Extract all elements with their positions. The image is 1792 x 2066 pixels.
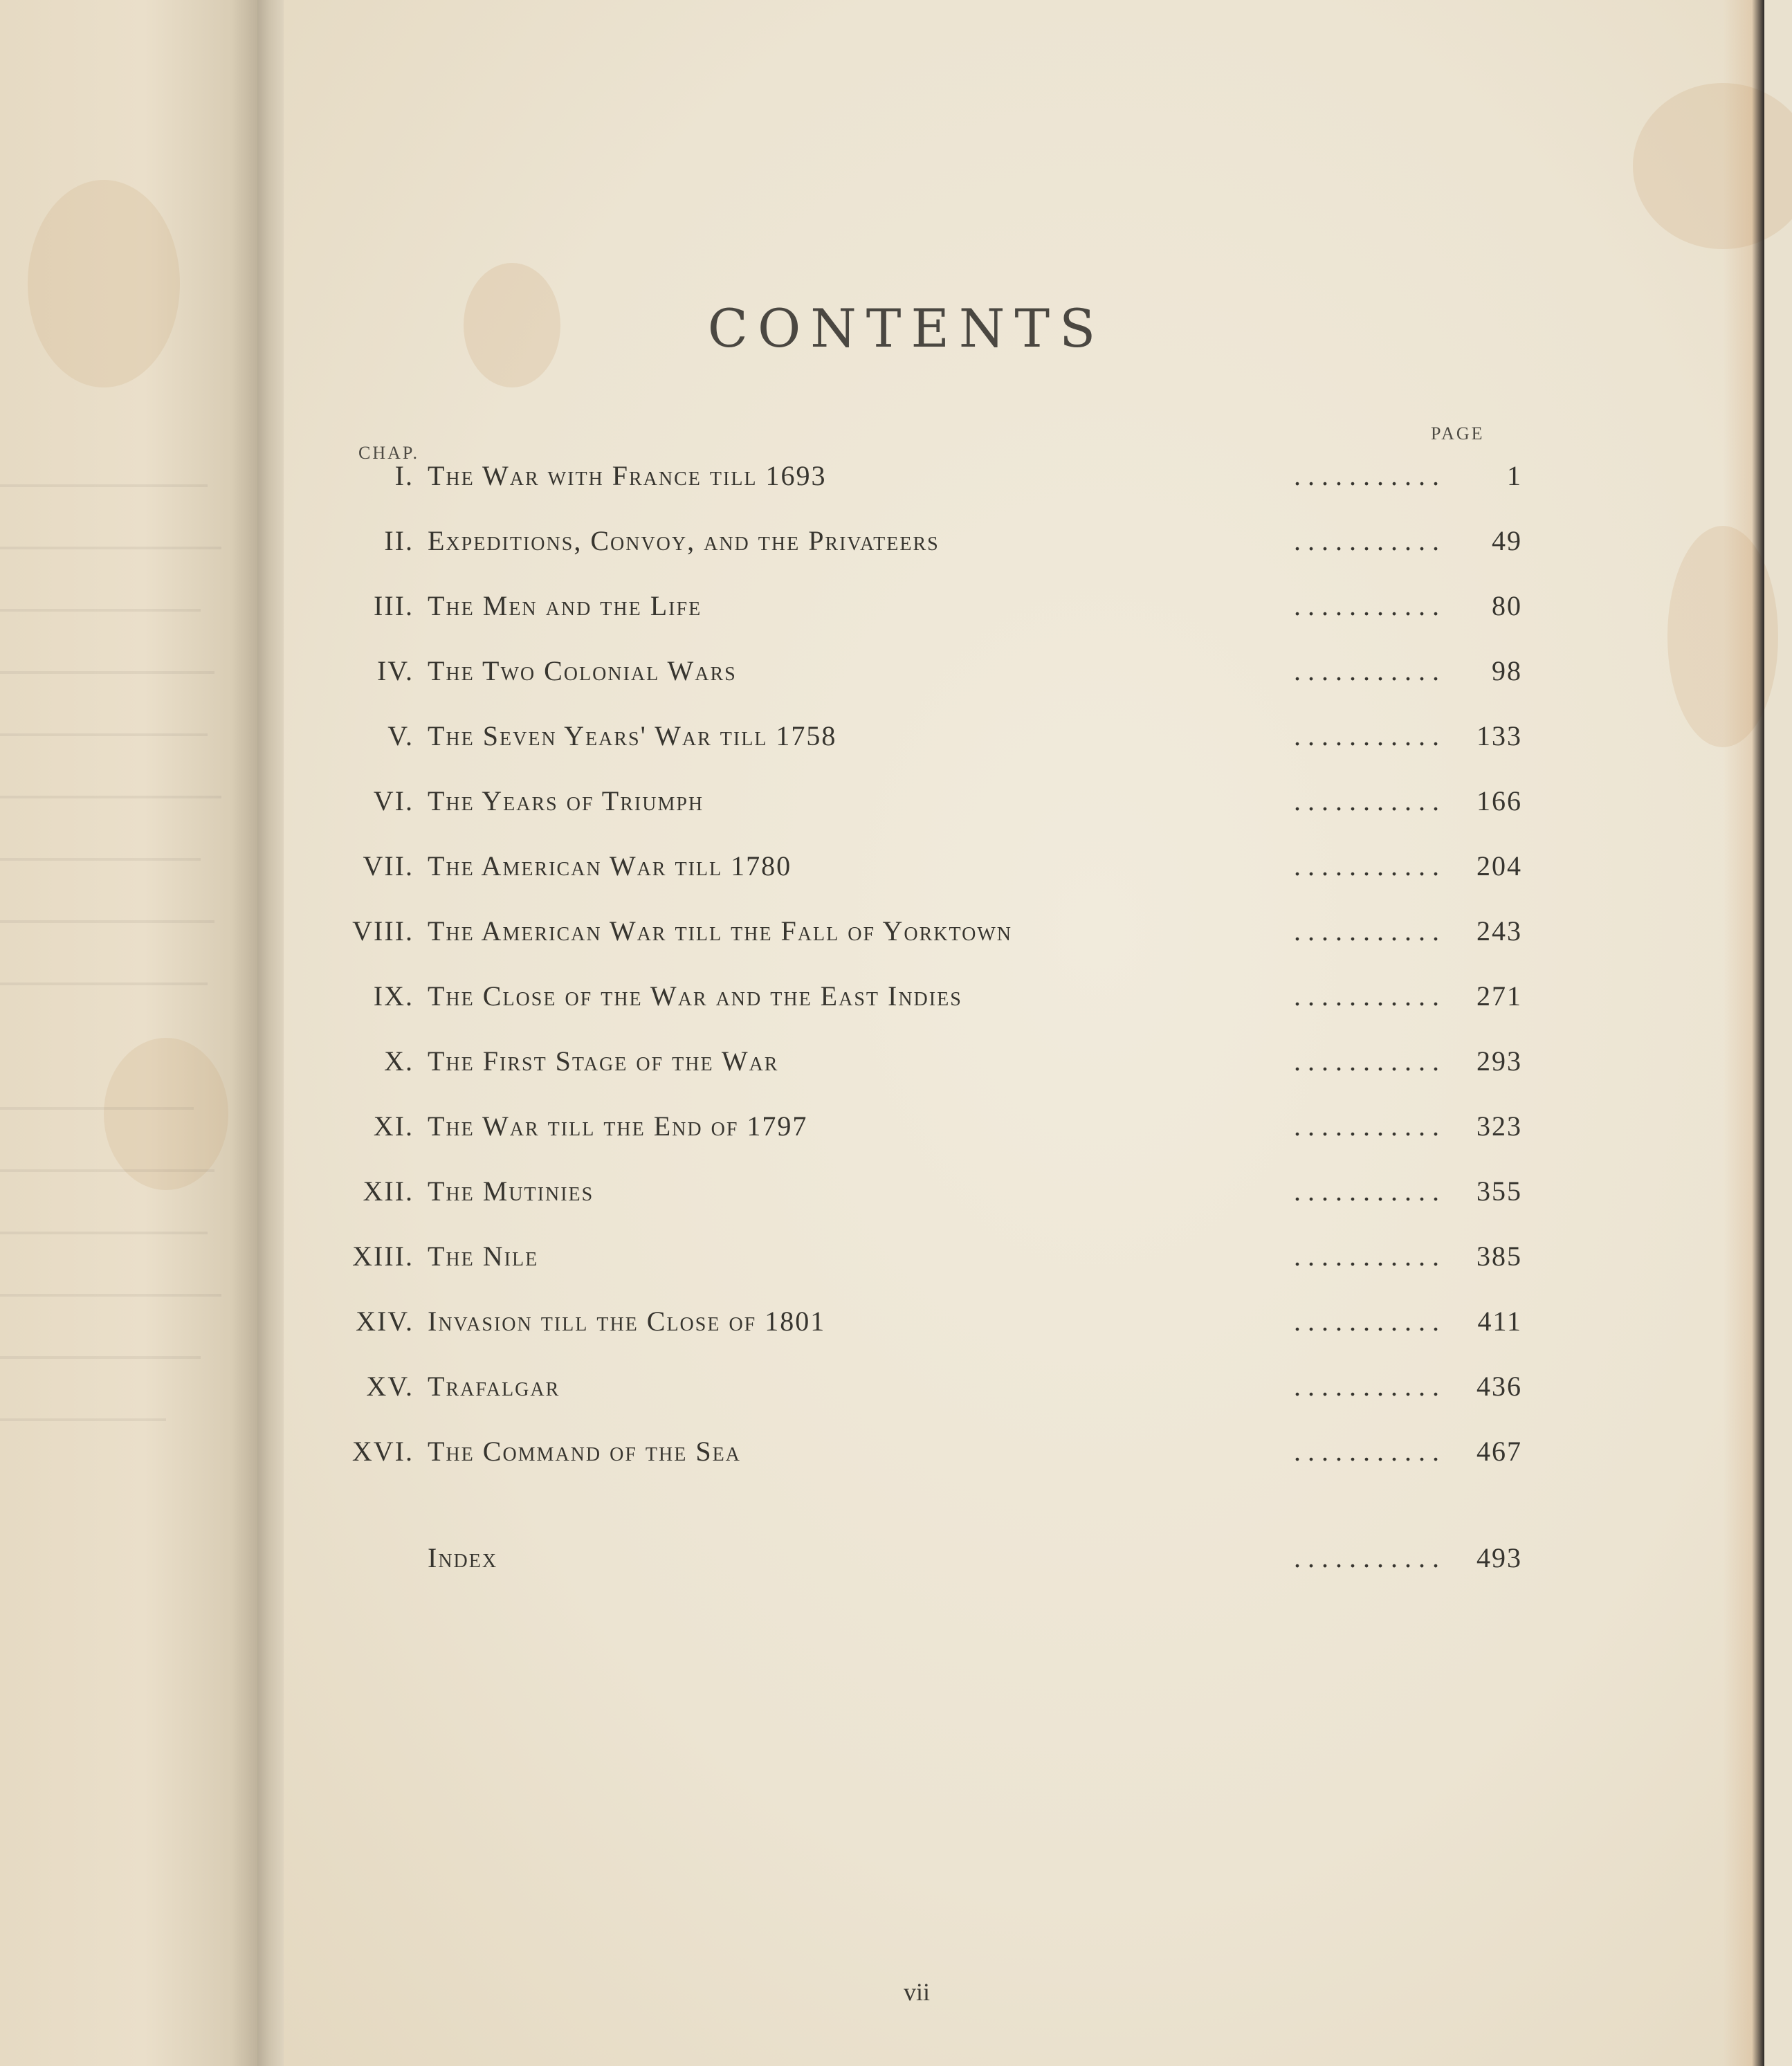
dot-leader: . . . . . . . . . . .: [1294, 850, 1439, 881]
page-number: 1: [1507, 460, 1522, 491]
chapter-number: V.: [387, 720, 414, 751]
toc-entry[interactable]: [332, 1240, 1522, 1281]
page-number: 293: [1476, 1045, 1522, 1077]
chapter-title: The Men and the Life: [428, 590, 702, 621]
bleed-through-line: [0, 1294, 221, 1297]
dot-leader: . . . . . . . . . . .: [1294, 980, 1439, 1012]
page-number: 467: [1476, 1436, 1522, 1467]
dot-leader: . . . . . . . . . . .: [1294, 1110, 1439, 1142]
toc-entry[interactable]: [332, 1045, 1522, 1086]
facing-page: [0, 0, 263, 2066]
bleed-through-line: [0, 484, 208, 487]
toc-entry[interactable]: [332, 459, 1522, 501]
chapter-number: VIII.: [352, 915, 414, 947]
chapter-title: The American War till the Fall of Yorktown: [428, 915, 1012, 947]
chapter-number: II.: [384, 525, 414, 556]
toc-entry[interactable]: [332, 1175, 1522, 1216]
chapter-title: The Command of the Sea: [428, 1436, 741, 1467]
page-number: 411: [1477, 1306, 1522, 1337]
bleed-through-line: [0, 609, 201, 612]
toc-entry[interactable]: [332, 524, 1522, 566]
dot-leader: . . . . . . . . . . .: [1294, 590, 1439, 621]
page-number: 355: [1476, 1176, 1522, 1207]
chapter-number: VI.: [373, 785, 414, 816]
toc-entry[interactable]: [332, 720, 1522, 761]
page-number: 271: [1476, 980, 1522, 1012]
toc-entry[interactable]: [332, 915, 1522, 956]
page-number: 49: [1492, 525, 1522, 556]
foxing-spot: [464, 263, 560, 387]
page-title: CONTENTS: [707, 298, 1106, 359]
bleed-through-line: [0, 858, 201, 861]
chapter-number: I.: [394, 460, 414, 491]
chapter-number: XV.: [366, 1371, 414, 1402]
toc-entry[interactable]: [332, 785, 1522, 826]
toc-entry[interactable]: [332, 1435, 1522, 1477]
page-number: 204: [1476, 850, 1522, 881]
page-number: 323: [1476, 1110, 1522, 1142]
bleed-through-line: [0, 1169, 214, 1172]
dot-leader: . . . . . . . . . . .: [1294, 1542, 1439, 1573]
chapter-number: VII.: [363, 850, 414, 881]
page-stain: [104, 1038, 228, 1190]
toc-entry[interactable]: [332, 850, 1522, 891]
page-number: 436: [1476, 1371, 1522, 1402]
dot-leader: . . . . . . . . . . .: [1294, 1371, 1439, 1402]
dot-leader: . . . . . . . . . . .: [1294, 1436, 1439, 1467]
bleed-through-line: [0, 733, 208, 736]
page-number: 133: [1476, 720, 1522, 751]
bleed-through-line: [0, 671, 214, 674]
chapter-title: The Nile: [428, 1241, 539, 1272]
chapter-title: The American War till 1780: [428, 850, 792, 881]
chapter-title: The Mutinies: [428, 1176, 594, 1207]
dot-leader: . . . . . . . . . . .: [1294, 1306, 1439, 1337]
dot-leader: . . . . . . . . . . .: [1294, 525, 1439, 556]
chapter-title: Trafalgar: [428, 1371, 560, 1402]
chapter-number: IV.: [376, 655, 414, 686]
chapter-title: The First Stage of the War: [428, 1045, 779, 1077]
page-number: 98: [1492, 655, 1522, 686]
chapter-number: XIII.: [352, 1241, 414, 1272]
page-column-header: PAGE: [1431, 423, 1485, 444]
bleed-through-line: [0, 1418, 166, 1421]
chapter-title: The Two Colonial Wars: [428, 655, 737, 686]
dot-leader: . . . . . . . . . . .: [1294, 1241, 1439, 1272]
chapter-title: The Years of Triumph: [428, 785, 704, 816]
foxing-spot: [1633, 83, 1792, 249]
page-folio: vii: [903, 1978, 930, 2006]
dot-leader: . . . . . . . . . . .: [1294, 720, 1439, 751]
chapter-number: XVI.: [351, 1436, 414, 1467]
dot-leader: . . . . . . . . . . .: [1294, 1045, 1439, 1077]
page-number: 166: [1476, 785, 1522, 816]
page-edge: [1723, 0, 1764, 2066]
toc-entry[interactable]: [332, 980, 1522, 1021]
chapter-number: XI.: [373, 1110, 414, 1142]
toc-entry[interactable]: [332, 1110, 1522, 1151]
chapter-title: The War with France till 1693: [428, 460, 827, 491]
chapter-title: Invasion till the Close of 1801: [428, 1306, 826, 1337]
chapter-number: III.: [374, 590, 414, 621]
page-number: 243: [1476, 915, 1522, 947]
index-title: Index: [428, 1542, 498, 1573]
chapter-number: XIV.: [356, 1306, 414, 1337]
bleed-through-line: [0, 1356, 201, 1359]
chapter-title: The Close of the War and the East Indies: [428, 980, 962, 1012]
bleed-through-line: [0, 796, 221, 798]
index-page-number: 493: [1476, 1542, 1522, 1573]
dot-leader: . . . . . . . . . . .: [1294, 785, 1439, 816]
chapter-column-header: CHAP.: [358, 443, 419, 463]
bleed-through-line: [0, 920, 214, 923]
chapter-number: X.: [384, 1045, 414, 1077]
bleed-through-line: [0, 1107, 194, 1110]
dot-leader: . . . . . . . . . . .: [1294, 460, 1439, 491]
toc-entry[interactable]: [332, 1370, 1522, 1411]
page-number: 80: [1492, 590, 1522, 621]
bleed-through-line: [0, 547, 221, 549]
chapter-number: XII.: [363, 1176, 414, 1207]
bleed-through-line: [0, 982, 208, 985]
page-stain: [28, 180, 180, 387]
page-number: 385: [1476, 1241, 1522, 1272]
chapter-title: Expeditions, Convoy, and the Privateers: [428, 525, 940, 556]
index-entry[interactable]: [332, 1542, 1522, 1583]
toc-entry[interactable]: [332, 1305, 1522, 1346]
toc-entry[interactable]: [332, 655, 1522, 696]
dot-leader: . . . . . . . . . . .: [1294, 655, 1439, 686]
toc-entry[interactable]: [332, 589, 1522, 631]
bleed-through-line: [0, 1232, 208, 1234]
chapter-title: The War till the End of 1797: [428, 1110, 808, 1142]
dot-leader: . . . . . . . . . . .: [1294, 915, 1439, 947]
dot-leader: . . . . . . . . . . .: [1294, 1176, 1439, 1207]
chapter-number: IX.: [373, 980, 414, 1012]
chapter-title: The Seven Years' War till 1758: [428, 720, 837, 751]
